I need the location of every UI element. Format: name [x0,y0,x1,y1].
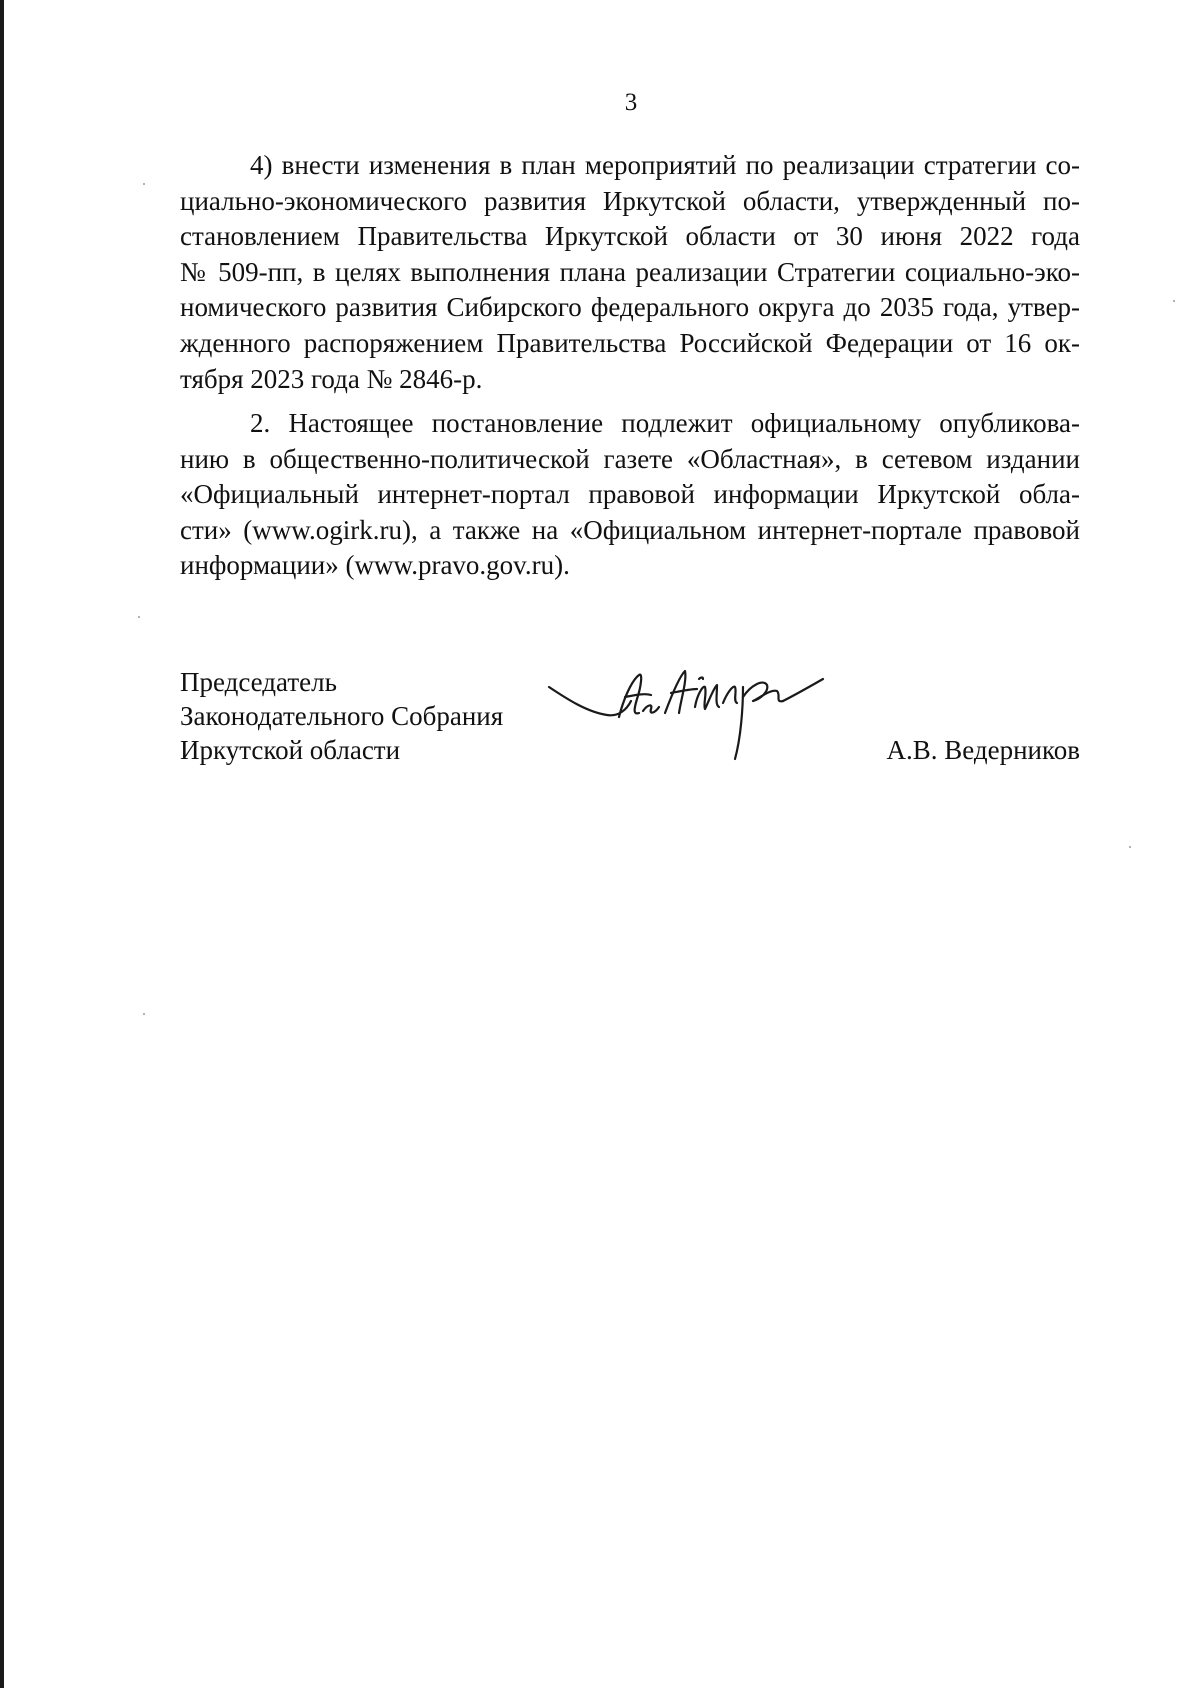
paragraph-line: сти» (www.ogirk.ru), а также на «Официальном интернет-портале правовой [180,514,1080,545]
paragraph-line: жденного распоряжением Правительства Российской Федерации от 16 ок- [180,327,1080,358]
paragraph-line: циально-экономического развития Иркутской области, утвержденный по- [180,185,1080,216]
scan-speck [143,183,145,185]
paragraph-item-2 [180,406,1080,584]
paragraph-item-4 [180,148,1080,397]
paragraph-line: тября 2023 года № 2846-р. [180,363,483,394]
paragraph-line: нию в общественно-политической газете «Областная», в сетевом издании [180,443,1080,474]
paragraph-line: становлением Правительства Иркутской области от 30 июня 2022 года [180,221,1080,252]
paragraph-line: информации» (www.pravo.gov.ru). [180,550,570,581]
signatory-position [180,665,503,767]
signature-block [180,665,1080,785]
paragraph-line: 4) внести изменения в план мероприятий по реализации стратегии со- [250,150,1080,180]
scan-edge [0,0,4,1688]
paragraph-line: 2. Настоящее постановление подлежит официальному опубликова- [250,408,1080,438]
scan-speck [1173,300,1175,302]
scan-speck [138,616,140,618]
page-number: 3 [624,89,638,116]
signatory-name: А.В. Ведерников [886,735,1080,765]
signatory-position-line: Председатель [180,667,337,697]
paragraph-line: «Официальный интернет-портал правовой информации Иркутской обла- [180,479,1080,510]
handwritten-signature [547,657,827,767]
signatory-position-line: Законодательного Собрания [180,701,504,731]
scan-speck [1129,846,1131,848]
paragraph-line: номического развития Сибирского федерального округа до 2035 года, утвер- [180,292,1080,323]
scan-speck [143,1013,145,1015]
signatory-position-line: Иркутской области [180,735,401,765]
paragraph-line: № 509-пп, в целях выполнения плана реализации Стратегии социально-эко- [180,256,1080,287]
